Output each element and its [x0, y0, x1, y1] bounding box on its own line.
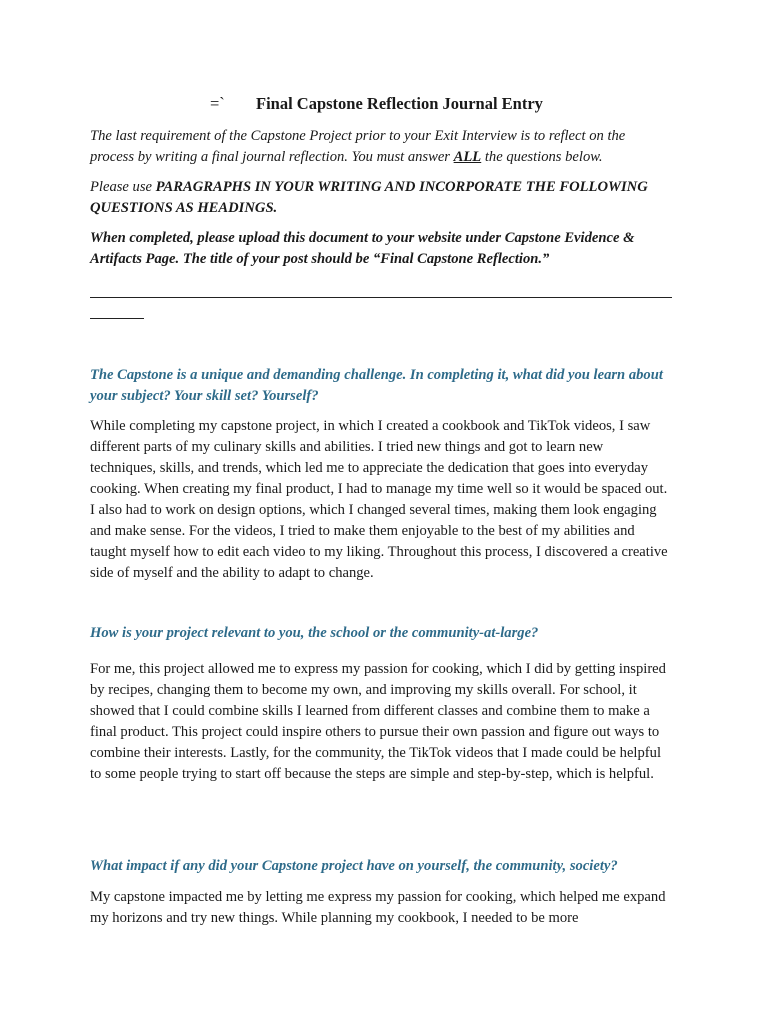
title-row — [210, 94, 543, 114]
divider-line — [90, 297, 672, 298]
intro-paragraph-3: When completed, please upload this document to your website under Capstone Evidence & Artifacts Page. The title of your post should be “Final Capstone Reflection.” — [90, 230, 635, 267]
intro-instructions — [90, 126, 672, 279]
section-body-3: My capstone impacted me by letting me express my passion for cooking, which helped me expand my horizons and try new things. While planning my cookbook, I needed to be more — [90, 889, 666, 926]
emphasis-all: ALL — [453, 149, 482, 165]
section-body-1: While completing my capstone project, in which I created a cookbook and TikTok videos, I saw different parts of my culinary skills and abilities. I tried new things and got to learn new techniques, skills, and trends, which led me to appreciate the dedication that goes into everyday cooking. When creating my final product, I had to manage my time well so it would be spaced out. I also had to work on design options, which I changed several times, making them look engaging and make sense. For the videos, I tried to make them enjoyable to the best of my abilities and taught myself how to edit each video to my liking. Throughout this process, I discovered a creative side of myself and the ability to adapt to change. — [90, 418, 668, 581]
section-heading-2: How is your project relevant to you, the school or the community-at-large? — [90, 625, 539, 641]
title-mark: =` — [210, 94, 225, 113]
intro-paragraph-1: The last requirement of the Capstone Project prior to your Exit Interview is to reflect on the process by writing a final journal reflection. You must answer ALL the questions below. — [90, 128, 626, 165]
section-heading-3: What impact if any did your Capstone project have on yourself, the community, society? — [90, 858, 618, 874]
page-title: Final Capstone Reflection Journal Entry — [256, 94, 543, 113]
divider-line-short — [90, 318, 144, 319]
intro-paragraph-2: Please use PARAGRAPHS IN YOUR WRITING AND INCORPORATE THE FOLLOWING QUESTIONS AS HEADINGS. — [90, 179, 648, 216]
section-heading-1: The Capstone is a unique and demanding challenge. In completing it, what did you learn about your subject? Your skill set? Yourself? — [90, 367, 663, 404]
section-body-2: For me, this project allowed me to express my passion for cooking, which I did by getting inspired by recipes, changing them to become my own, and improving my skills overall. For school, it showed that I could combine skills I learned from different classes and combine them to make a final product. This project could inspire others to pursue their own passion and figure out ways to combine their interests. Lastly, for the community, the TikTok videos that I made could be helpful to some people trying to start off because the steps are simple and step-by-step, which is helpful. — [90, 661, 666, 782]
